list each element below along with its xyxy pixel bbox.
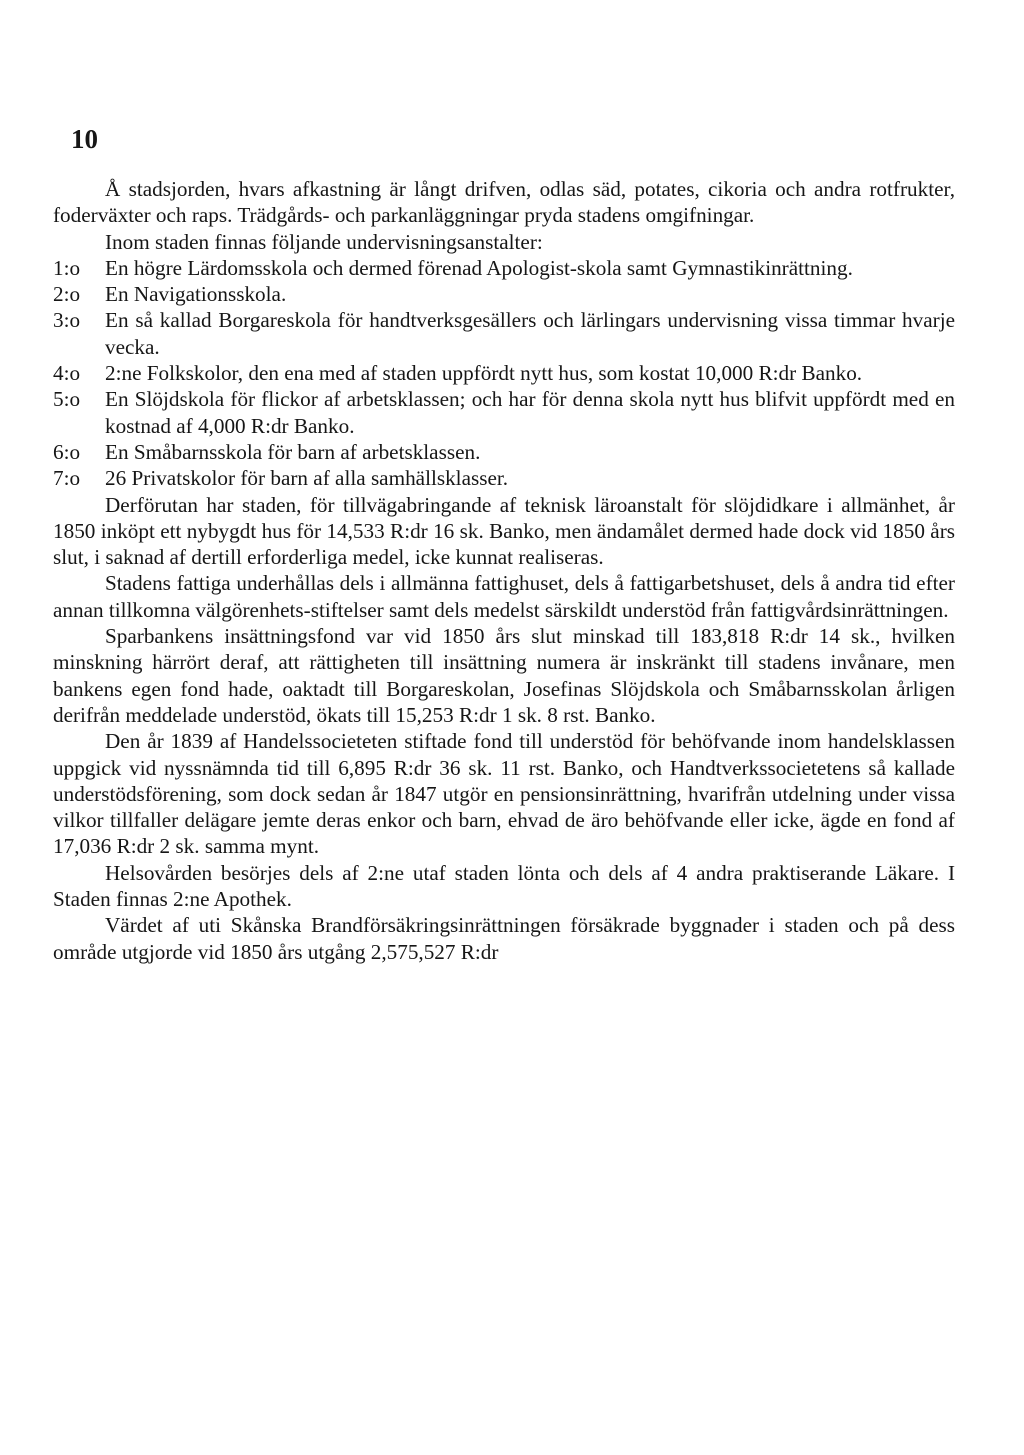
list-text: En Slöjdskola för flickor af arbetsklassen; och har för denna skola nytt hus blifvit uppfördt med en kostnad af 4,000 R:dr Banko. xyxy=(105,387,955,438)
list-number: 2:o xyxy=(53,282,81,307)
list-text: 2:ne Folkskolor, den ena med af staden uppfördt nytt hus, som kostat 10,000 R:dr Banko. xyxy=(105,361,863,386)
list-item xyxy=(53,281,955,307)
list-number: 3:o xyxy=(53,308,81,333)
paragraph-health-care: Helsovården besörjes dels af 2:ne utaf staden lönta och dels af 4 andra praktiserande Läkare. I Staden finnas 2:ne Apothek. xyxy=(53,860,955,912)
list-text: 26 Privatskolor för barn af alla samhällsklasser. xyxy=(105,466,509,491)
list-number: 7:o xyxy=(53,466,81,491)
paragraph-schools-intro: Inom staden finnas följande undervisningsanstalter: xyxy=(105,229,543,254)
list-text: En Navigationsskola. xyxy=(105,282,287,307)
paragraph-poor-relief: Stadens fattiga underhållas dels i allmänna fattighuset, dels å fattigarbetshuset, dels å andra tid efter annan tillkomna välgörenhets-stiftelser samt dels medelst särskildt understöd från fattigvårdsinrättningen. xyxy=(53,571,955,622)
list-item xyxy=(53,386,955,439)
paragraph-city-land: Å stadsjorden, hvars afkastning är långt drifven, odlas säd, potates, cikoria och andra rotfrukter, foderväxter och raps. Trädgårds- och parkanläggningar pryda stadens omgifningar. xyxy=(53,177,955,228)
paragraph-fire-insurance: Värdet af uti Skånska Brandförsäkringsinrättningen försäkrade byggnader i staden och på dess område utgjorde vid 1850 års utgång 2,575,527 R:dr xyxy=(53,913,955,964)
body-text xyxy=(53,176,955,965)
list-text: En Småbarnsskola för barn af arbetsklassen. xyxy=(105,439,481,464)
list-item xyxy=(53,439,955,465)
schools-list xyxy=(53,255,955,492)
list-number: 6:o xyxy=(53,439,81,464)
list-item xyxy=(53,465,955,491)
list-number: 5:o xyxy=(53,387,81,412)
paragraph-support-funds: Den år 1839 af Handelssocieteten stiftade fond till understöd för behöfvande inom handelsklassen uppgick vid nyssnämnda tid till 6,895 R:dr 36 sk. 11 rst. Banko, och Handtverkssocietetens så kallade understödsförening, som dock sedan år 1847 utgör en pensionsinrättning, hvarifrån utdelning under vissa vilkor tillfaller delägare jemte deras enkor och barn, ehvad de äro behöfvande eller icke, ägde en fond af 17,036 R:dr 2 sk. samma mynt. xyxy=(53,729,955,859)
paragraph-technical-school: Derförutan har staden, för tillvägabringande af teknisk läroanstalt för slöjdidkare i allmänhet, år 1850 inköpt ett nybygdt hus för 14,533 R:dr 16 sk. Banko, men ändamålet dermed hade dock vid 1850 års slut, i saknad af dertill erforderliga medel, icke kunnat realiseras. xyxy=(53,492,955,570)
list-item xyxy=(53,307,955,360)
page-number: 10 xyxy=(71,124,98,154)
list-text: En högre Lärdomsskola och dermed förenad Apologist-skola samt Gymnastikinrättning. xyxy=(105,255,853,280)
list-text: En så kallad Borgareskola för handtverksgesällers och lärlingars undervisning vissa timmar hvarje vecka. xyxy=(105,308,955,359)
paragraph-savings-bank: Sparbankens insättningsfond var vid 1850 års slut minskad till 183,818 R:dr 14 sk., hvilken minskning härrört deraf, att rättigheten till insättning numera är inskränkt till stadens invånare, men bankens egen fond hade, oaktadt till Borgareskolan, Josefinas Slöjdskola och Småbarnsskolan årligen derifrån meddelade understöd, ökats till 15,253 R:dr 1 sk. 8 rst. Banko. xyxy=(53,624,955,727)
list-item xyxy=(53,360,955,386)
list-number: 1:o xyxy=(53,255,81,280)
list-item xyxy=(53,255,955,281)
list-number: 4:o xyxy=(53,361,81,386)
